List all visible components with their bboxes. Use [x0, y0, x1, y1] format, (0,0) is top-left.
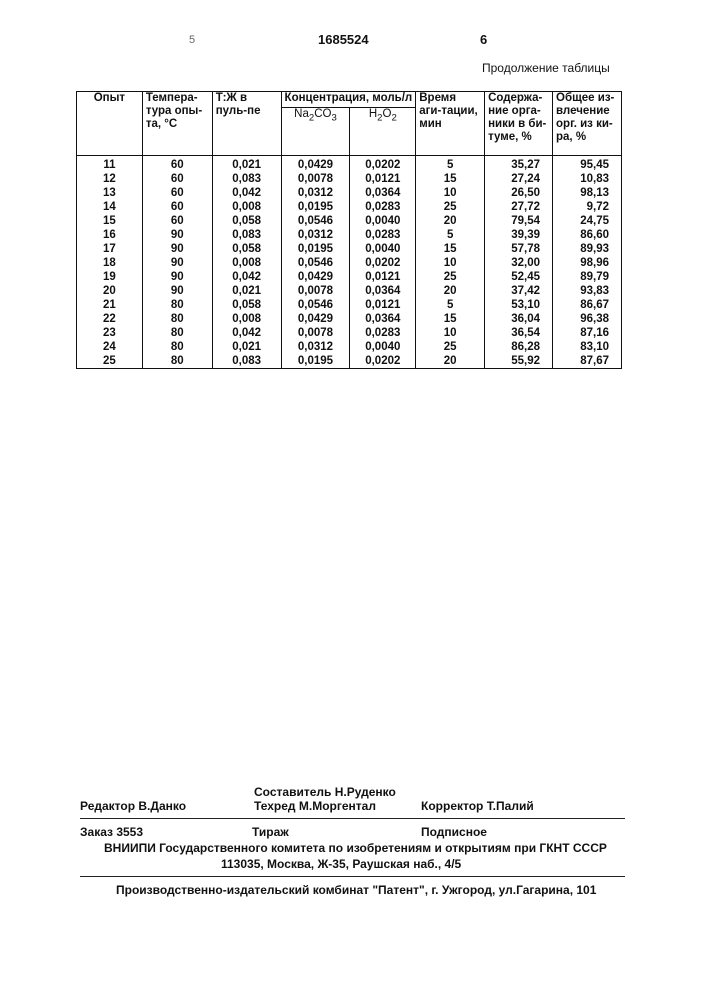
cell-ratio: 0,021: [212, 284, 281, 298]
header-run: Опыт: [77, 92, 143, 156]
cell-content: 79,54: [485, 214, 553, 228]
cell-ratio: 0,021: [212, 340, 281, 354]
cell-time: 25: [416, 340, 485, 354]
cell-time: 5: [416, 298, 485, 312]
cell-extraction: 89,93: [553, 242, 622, 256]
circulation: Тираж: [252, 825, 289, 839]
cell-time: 15: [416, 242, 485, 256]
cell-extraction: 86,67: [553, 298, 622, 312]
cell-na2co3: 0,0429: [281, 156, 350, 173]
cell-extraction: 93,83: [553, 284, 622, 298]
cell-h2o2: 0,0283: [350, 200, 416, 214]
cell-ratio: 0,008: [212, 312, 281, 326]
cell-na2co3: 0,0312: [281, 186, 350, 200]
table-row: [77, 200, 622, 214]
cell-h2o2: 0,0040: [350, 242, 416, 256]
cell-run: 23: [77, 326, 143, 340]
cell-content: 36,54: [485, 326, 553, 340]
cell-content: 27,24: [485, 172, 553, 186]
header-extraction: Общее из-влечение орг. из ки-ра, %: [553, 92, 622, 156]
cell-content: 27,72: [485, 200, 553, 214]
cell-content: 39,39: [485, 228, 553, 242]
cell-temperature: 60: [142, 172, 212, 186]
cell-ratio: 0,008: [212, 256, 281, 270]
cell-content: 57,78: [485, 242, 553, 256]
cell-extraction: 24,75: [553, 214, 622, 228]
table-row: [77, 284, 622, 298]
cell-run: 20: [77, 284, 143, 298]
cell-run: 17: [77, 242, 143, 256]
cell-na2co3: 0,0429: [281, 270, 350, 284]
table-row: [77, 242, 622, 256]
cell-na2co3: 0,0546: [281, 256, 350, 270]
cell-temperature: 60: [142, 200, 212, 214]
cell-extraction: 87,67: [553, 354, 622, 369]
cell-run: 16: [77, 228, 143, 242]
cell-run: 12: [77, 172, 143, 186]
editor: Редактор В.Данко: [80, 799, 186, 813]
table-row: [77, 172, 622, 186]
table-row: [77, 270, 622, 284]
cell-ratio: 0,058: [212, 298, 281, 312]
institute: ВНИИПИ Государственного комитета по изобретениям и открытиям при ГКНТ СССР: [104, 841, 607, 855]
patent-number: 1685524: [318, 32, 369, 47]
cell-na2co3: 0,0195: [281, 242, 350, 256]
cell-temperature: 60: [142, 186, 212, 200]
cell-extraction: 89,79: [553, 270, 622, 284]
cell-content: 32,00: [485, 256, 553, 270]
corrector: Корректор Т.Палий: [421, 799, 534, 813]
cell-temperature: 90: [142, 242, 212, 256]
cell-content: 37,42: [485, 284, 553, 298]
table-row: [77, 256, 622, 270]
cell-temperature: 60: [142, 214, 212, 228]
table-row: [77, 156, 622, 173]
page-number: 6: [480, 32, 487, 47]
cell-temperature: 60: [142, 156, 212, 173]
header-temperature: Темпера-тура опы-та, °С: [142, 92, 212, 156]
cell-temperature: 80: [142, 312, 212, 326]
cell-time: 5: [416, 156, 485, 173]
cell-temperature: 80: [142, 354, 212, 369]
cell-run: 19: [77, 270, 143, 284]
cell-h2o2: 0,0364: [350, 284, 416, 298]
cell-h2o2: 0,0121: [350, 298, 416, 312]
cell-h2o2: 0,0364: [350, 312, 416, 326]
cell-extraction: 9,72: [553, 200, 622, 214]
publisher: Производственно-издательский комбинат "Патент", г. Ужгород, ул.Гагарина, 101: [116, 883, 596, 897]
cell-time: 15: [416, 172, 485, 186]
table-row: [77, 340, 622, 354]
cell-content: 35,27: [485, 156, 553, 173]
header-content: Содержа-ние орга-ники в би-туме, %: [485, 92, 553, 156]
cell-run: 24: [77, 340, 143, 354]
header-ratio: Т:Ж в пуль-пе: [212, 92, 281, 156]
header-time: Время аги-тации, мин: [416, 92, 485, 156]
results-table: [76, 91, 622, 369]
cell-h2o2: 0,0121: [350, 172, 416, 186]
table-row: [77, 186, 622, 200]
cell-ratio: 0,058: [212, 242, 281, 256]
cell-na2co3: 0,0195: [281, 200, 350, 214]
cell-extraction: 96,38: [553, 312, 622, 326]
cell-na2co3: 0,0078: [281, 172, 350, 186]
cell-content: 86,28: [485, 340, 553, 354]
cell-extraction: 83,10: [553, 340, 622, 354]
cell-temperature: 80: [142, 340, 212, 354]
cell-na2co3: 0,0078: [281, 284, 350, 298]
table-row: [77, 298, 622, 312]
cell-run: 25: [77, 354, 143, 369]
table-row: [77, 228, 622, 242]
table-row: [77, 354, 622, 369]
cell-content: 36,04: [485, 312, 553, 326]
cell-ratio: 0,042: [212, 270, 281, 284]
header-na2co3: Na2CO3: [281, 108, 350, 156]
cell-ratio: 0,008: [212, 200, 281, 214]
cell-h2o2: 0,0040: [350, 214, 416, 228]
cell-time: 25: [416, 270, 485, 284]
cell-temperature: 80: [142, 298, 212, 312]
cell-time: 10: [416, 256, 485, 270]
cell-time: 10: [416, 186, 485, 200]
cell-extraction: 95,45: [553, 156, 622, 173]
cell-extraction: 10,83: [553, 172, 622, 186]
cell-content: 52,45: [485, 270, 553, 284]
cell-content: 55,92: [485, 354, 553, 369]
cell-extraction: 86,60: [553, 228, 622, 242]
cell-h2o2: 0,0202: [350, 256, 416, 270]
cell-h2o2: 0,0283: [350, 326, 416, 340]
cell-temperature: 90: [142, 256, 212, 270]
cell-time: 20: [416, 354, 485, 369]
cell-h2o2: 0,0283: [350, 228, 416, 242]
cell-ratio: 0,058: [212, 214, 281, 228]
page-mark-left: 5: [189, 34, 195, 46]
cell-ratio: 0,083: [212, 172, 281, 186]
address: 113035, Москва, Ж-35, Раушская наб., 4/5: [221, 857, 461, 871]
cell-na2co3: 0,0312: [281, 228, 350, 242]
cell-na2co3: 0,0546: [281, 298, 350, 312]
cell-na2co3: 0,0546: [281, 214, 350, 228]
cell-extraction: 98,96: [553, 256, 622, 270]
cell-ratio: 0,083: [212, 228, 281, 242]
cell-h2o2: 0,0202: [350, 156, 416, 173]
cell-temperature: 90: [142, 284, 212, 298]
cell-time: 20: [416, 214, 485, 228]
cell-na2co3: 0,0429: [281, 312, 350, 326]
cell-time: 25: [416, 200, 485, 214]
cell-na2co3: 0,0195: [281, 354, 350, 369]
cell-run: 18: [77, 256, 143, 270]
cell-temperature: 90: [142, 228, 212, 242]
cell-run: 15: [77, 214, 143, 228]
cell-h2o2: 0,0040: [350, 340, 416, 354]
cell-ratio: 0,021: [212, 156, 281, 173]
cell-extraction: 87,16: [553, 326, 622, 340]
table-row: [77, 312, 622, 326]
cell-run: 21: [77, 298, 143, 312]
cell-time: 15: [416, 312, 485, 326]
cell-content: 26,50: [485, 186, 553, 200]
cell-ratio: 0,042: [212, 186, 281, 200]
cell-run: 14: [77, 200, 143, 214]
cell-extraction: 98,13: [553, 186, 622, 200]
table-row: [77, 326, 622, 340]
cell-na2co3: 0,0078: [281, 326, 350, 340]
cell-time: 10: [416, 326, 485, 340]
cell-h2o2: 0,0121: [350, 270, 416, 284]
table-row: [77, 214, 622, 228]
cell-ratio: 0,083: [212, 354, 281, 369]
header-concentration: Концентрация, моль/л: [281, 92, 416, 108]
cell-content: 53,10: [485, 298, 553, 312]
order: Заказ 3553: [80, 825, 143, 839]
divider: [80, 876, 625, 877]
techred: Техред М.Моргентал: [254, 799, 376, 813]
subscription: Подписное: [421, 825, 487, 839]
cell-run: 11: [77, 156, 143, 173]
cell-na2co3: 0,0312: [281, 340, 350, 354]
compiler: Составитель Н.Руденко: [254, 785, 396, 799]
table-continuation-label: Продолжение таблицы: [482, 61, 610, 75]
header-h2o2: H2O2: [350, 108, 416, 156]
cell-temperature: 90: [142, 270, 212, 284]
cell-temperature: 80: [142, 326, 212, 340]
cell-run: 13: [77, 186, 143, 200]
cell-h2o2: 0,0364: [350, 186, 416, 200]
cell-time: 20: [416, 284, 485, 298]
cell-ratio: 0,042: [212, 326, 281, 340]
divider: [80, 818, 625, 819]
cell-run: 22: [77, 312, 143, 326]
cell-time: 5: [416, 228, 485, 242]
cell-h2o2: 0,0202: [350, 354, 416, 369]
